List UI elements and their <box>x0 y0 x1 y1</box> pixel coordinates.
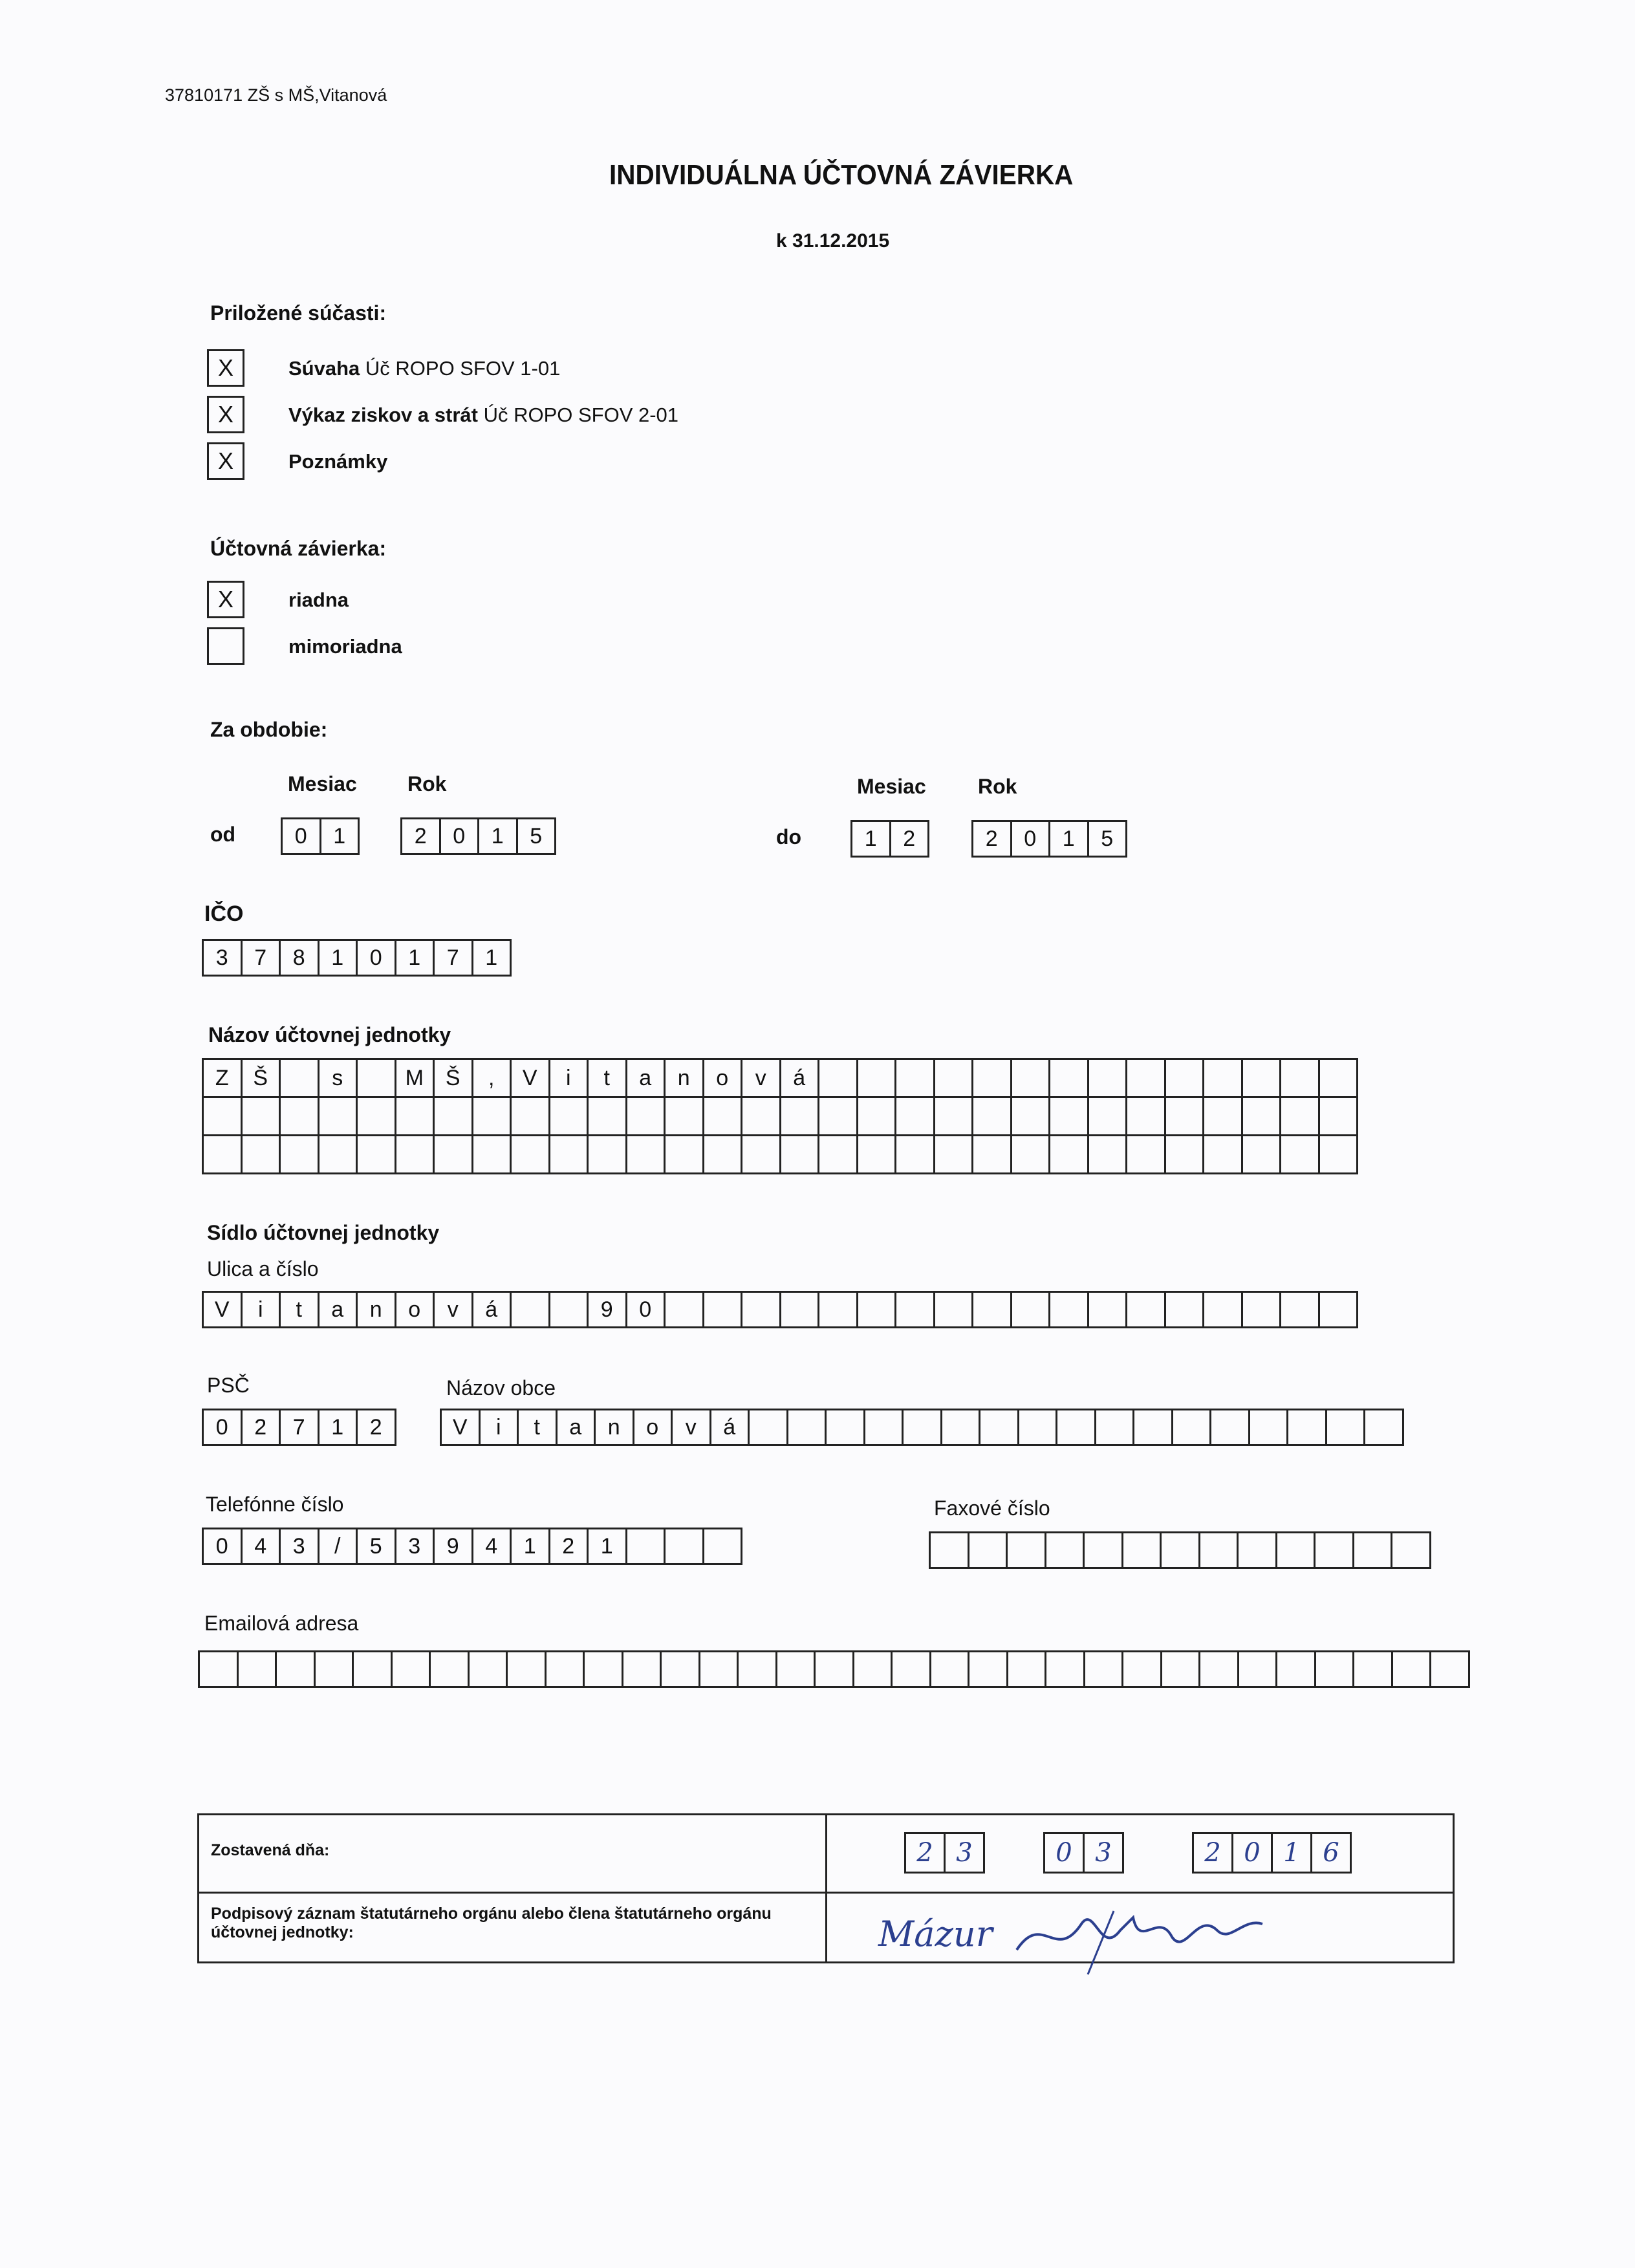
char-box[interactable]: 1 <box>471 939 512 977</box>
attachments-heading: Priložené súčasti: <box>210 301 387 325</box>
attachment-label <box>288 357 560 380</box>
char-box[interactable] <box>702 1291 743 1328</box>
char-box[interactable] <box>429 1650 470 1688</box>
char-box[interactable]: 0 <box>356 939 396 977</box>
char-box[interactable] <box>698 1650 739 1688</box>
char-box[interactable] <box>433 1096 473 1136</box>
char-box[interactable]: t <box>587 1058 627 1098</box>
char-box[interactable] <box>825 1409 865 1446</box>
compiled-year-field[interactable] <box>1192 1832 1350 1874</box>
char-box[interactable] <box>894 1291 935 1328</box>
char-box[interactable] <box>1010 1058 1051 1098</box>
attachment-checkbox[interactable]: X <box>207 442 244 480</box>
char-box[interactable] <box>279 1096 319 1136</box>
char-box[interactable] <box>625 1096 666 1136</box>
char-box[interactable] <box>1202 1291 1243 1328</box>
char-box[interactable] <box>894 1096 935 1136</box>
char-box[interactable] <box>971 1058 1012 1098</box>
date-digit-box[interactable]: 3 <box>1083 1832 1124 1874</box>
char-box[interactable] <box>1202 1134 1243 1174</box>
email-label: Emailová adresa <box>204 1612 359 1635</box>
char-box[interactable] <box>775 1650 816 1688</box>
char-box[interactable]: 9 <box>587 1291 627 1328</box>
char-box[interactable] <box>352 1650 393 1688</box>
char-box[interactable] <box>1325 1409 1366 1446</box>
char-box[interactable] <box>510 1134 550 1174</box>
char-box[interactable] <box>1279 1058 1320 1098</box>
compiled-day-field[interactable] <box>904 1832 983 1874</box>
date-digit-box[interactable]: 3 <box>944 1832 985 1874</box>
char-box[interactable] <box>1318 1096 1359 1136</box>
char-box[interactable]: 3 <box>202 939 243 977</box>
char-box[interactable]: , <box>471 1058 512 1098</box>
char-box[interactable] <box>1241 1291 1282 1328</box>
closing-type-label: riadna <box>288 589 349 611</box>
char-box[interactable] <box>702 1134 743 1174</box>
char-box[interactable] <box>1010 1134 1051 1174</box>
char-box[interactable]: 3 <box>279 1528 319 1565</box>
unit-name-row-2[interactable] <box>202 1096 1358 1136</box>
char-box[interactable]: 5 <box>356 1528 396 1565</box>
char-box[interactable] <box>318 1134 358 1174</box>
char-box[interactable] <box>971 1291 1012 1328</box>
char-box[interactable] <box>971 1096 1012 1136</box>
char-box[interactable]: 7 <box>241 939 281 977</box>
char-box[interactable]: 0 <box>202 1409 243 1446</box>
date-digit-box[interactable]: 0 <box>1043 1832 1085 1874</box>
to-year-label: Rok <box>978 775 1017 798</box>
date-digit-box[interactable]: 0 <box>1231 1832 1273 1874</box>
char-box[interactable]: i <box>548 1058 589 1098</box>
char-box[interactable]: / <box>318 1528 358 1565</box>
char-box[interactable] <box>664 1528 704 1565</box>
signature-scrawl <box>1004 1898 1275 1976</box>
char-box[interactable]: i <box>241 1291 281 1328</box>
char-box[interactable] <box>741 1096 781 1136</box>
char-box[interactable]: a <box>625 1058 666 1098</box>
char-box[interactable]: 7 <box>279 1409 319 1446</box>
char-box[interactable] <box>779 1096 820 1136</box>
char-box[interactable] <box>814 1650 854 1688</box>
char-box[interactable] <box>1241 1134 1282 1174</box>
char-box[interactable] <box>1363 1409 1404 1446</box>
char-box[interactable] <box>1352 1531 1393 1569</box>
char-box[interactable] <box>1164 1291 1205 1328</box>
char-box[interactable] <box>1391 1650 1432 1688</box>
char-box[interactable] <box>1010 1291 1051 1328</box>
compiled-date-label: Zostavená dňa: <box>211 1841 330 1859</box>
to-label: do <box>776 825 802 848</box>
closing-type-label: mimoriadna <box>288 635 402 658</box>
char-box[interactable] <box>817 1291 858 1328</box>
char-box[interactable] <box>279 1134 319 1174</box>
town-field[interactable] <box>440 1409 1404 1446</box>
closing-type-checkbox[interactable]: X <box>207 581 244 618</box>
char-box[interactable] <box>1048 1134 1089 1174</box>
char-box[interactable] <box>1352 1650 1393 1688</box>
char-box[interactable] <box>1248 1409 1289 1446</box>
date-digit-box[interactable]: 6 <box>1310 1832 1352 1874</box>
char-box[interactable] <box>971 1134 1012 1174</box>
char-box[interactable] <box>1083 1650 1124 1688</box>
char-box[interactable] <box>1279 1096 1320 1136</box>
char-box[interactable] <box>779 1134 820 1174</box>
char-box[interactable] <box>933 1291 974 1328</box>
char-box[interactable] <box>1318 1291 1359 1328</box>
char-box[interactable] <box>237 1650 277 1688</box>
char-box[interactable]: M <box>395 1058 435 1098</box>
char-box[interactable] <box>202 1096 243 1136</box>
char-box[interactable] <box>933 1096 974 1136</box>
char-box[interactable] <box>702 1528 743 1565</box>
char-box[interactable]: 1 <box>1048 820 1089 858</box>
char-box[interactable]: 1 <box>319 817 360 855</box>
char-box[interactable]: 1 <box>477 817 518 855</box>
compiled-box-divider-v <box>825 1815 827 1961</box>
char-box[interactable] <box>1045 1650 1085 1688</box>
char-box[interactable]: s <box>318 1058 358 1098</box>
from-label: od <box>210 823 236 846</box>
char-box[interactable] <box>1171 1409 1212 1446</box>
char-box[interactable] <box>548 1134 589 1174</box>
char-box[interactable] <box>1198 1531 1239 1569</box>
char-box[interactable] <box>202 1134 243 1174</box>
unit-name-row-1[interactable] <box>202 1058 1358 1098</box>
char-box[interactable]: v <box>671 1409 711 1446</box>
char-box[interactable] <box>856 1291 897 1328</box>
char-box[interactable]: 5 <box>1087 820 1128 858</box>
char-box[interactable] <box>1048 1291 1089 1328</box>
org-id-line: 37810171 ZŠ s MŠ,Vitanová <box>165 85 387 105</box>
seat-label: Sídlo účtovnej jednotky <box>207 1221 440 1244</box>
char-box[interactable]: 2 <box>889 820 930 858</box>
char-box[interactable] <box>664 1096 704 1136</box>
char-box[interactable] <box>318 1096 358 1136</box>
char-box[interactable] <box>891 1650 931 1688</box>
char-box[interactable]: a <box>318 1291 358 1328</box>
attachment-checkbox[interactable]: X <box>207 349 244 387</box>
char-box[interactable] <box>779 1291 820 1328</box>
char-box[interactable]: i <box>479 1409 519 1446</box>
to-month-field[interactable] <box>850 820 929 858</box>
char-box[interactable] <box>1237 1650 1278 1688</box>
char-box[interactable] <box>1209 1409 1250 1446</box>
char-box[interactable]: 0 <box>1010 820 1051 858</box>
char-box[interactable] <box>664 1291 704 1328</box>
char-box[interactable]: 1 <box>510 1528 550 1565</box>
char-box[interactable] <box>817 1096 858 1136</box>
char-box[interactable] <box>395 1096 435 1136</box>
signature-text: Mázur <box>878 1914 993 1954</box>
signature <box>878 1898 1275 1976</box>
char-box[interactable] <box>1087 1096 1128 1136</box>
char-box[interactable] <box>1164 1134 1205 1174</box>
char-box[interactable] <box>510 1291 550 1328</box>
char-box[interactable] <box>1087 1134 1128 1174</box>
char-box[interactable] <box>1083 1531 1123 1569</box>
char-box[interactable] <box>933 1134 974 1174</box>
char-box[interactable]: v <box>741 1058 781 1098</box>
phone-field[interactable] <box>202 1528 742 1565</box>
char-box[interactable]: 2 <box>241 1409 281 1446</box>
char-box[interactable]: o <box>633 1409 673 1446</box>
ico-field[interactable] <box>202 939 512 977</box>
char-box[interactable]: 0 <box>439 817 480 855</box>
char-box[interactable] <box>863 1409 904 1446</box>
char-box[interactable] <box>1198 1650 1239 1688</box>
char-box[interactable] <box>1094 1409 1135 1446</box>
char-box[interactable] <box>356 1058 396 1098</box>
char-box[interactable] <box>241 1134 281 1174</box>
char-box[interactable]: V <box>510 1058 550 1098</box>
char-box[interactable] <box>1279 1291 1320 1328</box>
char-box[interactable] <box>817 1134 858 1174</box>
char-box[interactable] <box>468 1650 508 1688</box>
char-box[interactable] <box>356 1134 396 1174</box>
char-box[interactable] <box>1010 1096 1051 1136</box>
char-box[interactable]: 1 <box>850 820 891 858</box>
char-box[interactable] <box>741 1134 781 1174</box>
ico-label: IČO <box>204 902 244 926</box>
char-box[interactable] <box>510 1096 550 1136</box>
fax-label: Faxové číslo <box>934 1496 1050 1520</box>
char-box[interactable] <box>894 1134 935 1174</box>
attachment-name: Výkaz ziskov a strát <box>288 404 478 426</box>
char-box[interactable]: 0 <box>202 1528 243 1565</box>
char-box[interactable]: 4 <box>241 1528 281 1565</box>
char-box[interactable]: 2 <box>400 817 441 855</box>
date-digit-box[interactable]: 2 <box>904 1832 946 1874</box>
char-box[interactable] <box>894 1058 935 1098</box>
char-box[interactable] <box>741 1291 781 1328</box>
char-box[interactable]: Š <box>241 1058 281 1098</box>
fax-field[interactable] <box>929 1531 1431 1569</box>
char-box[interactable] <box>737 1650 777 1688</box>
char-box[interactable] <box>471 1096 512 1136</box>
char-box[interactable] <box>933 1058 974 1098</box>
date-digit-box[interactable]: 1 <box>1271 1832 1312 1874</box>
street-field[interactable] <box>202 1291 1358 1328</box>
char-box[interactable]: 2 <box>971 820 1012 858</box>
attachment-form-code: Úč ROPO SFOV 2-01 <box>477 404 679 426</box>
to-year-field[interactable] <box>971 820 1127 858</box>
attachment-form-code: Úč ROPO SFOV 1-01 <box>360 357 561 380</box>
char-box[interactable]: 5 <box>516 817 557 855</box>
char-box[interactable] <box>1314 1650 1355 1688</box>
char-box[interactable] <box>1391 1531 1431 1569</box>
closing-heading: Účtovná závierka: <box>210 537 387 560</box>
char-box[interactable]: 0 <box>281 817 321 855</box>
email-field[interactable] <box>198 1650 1470 1688</box>
char-box[interactable]: 7 <box>433 939 473 977</box>
char-box[interactable] <box>1237 1531 1277 1569</box>
char-box[interactable]: 2 <box>356 1409 396 1446</box>
closing-type-checkbox[interactable] <box>207 627 244 665</box>
psc-field[interactable] <box>202 1409 396 1446</box>
char-box[interactable]: á <box>709 1409 750 1446</box>
unit-name-label: Názov účtovnej jednotky <box>208 1023 451 1046</box>
char-box[interactable] <box>1164 1096 1205 1136</box>
char-box[interactable] <box>1275 1531 1316 1569</box>
char-box[interactable] <box>395 1134 435 1174</box>
char-box[interactable] <box>433 1134 473 1174</box>
char-box[interactable] <box>1048 1096 1089 1136</box>
attachment-label <box>288 450 387 473</box>
unit-name-row-3[interactable] <box>202 1134 1358 1174</box>
from-month-label: Mesiac <box>288 772 357 795</box>
char-box[interactable]: a <box>556 1409 596 1446</box>
attachment-checkbox[interactable]: X <box>207 396 244 433</box>
char-box[interactable] <box>545 1650 585 1688</box>
char-box[interactable] <box>1006 1650 1047 1688</box>
char-box[interactable] <box>1121 1531 1162 1569</box>
char-box[interactable] <box>702 1096 743 1136</box>
char-box[interactable] <box>1160 1531 1200 1569</box>
char-box[interactable] <box>856 1096 897 1136</box>
char-box[interactable] <box>664 1134 704 1174</box>
char-box[interactable] <box>241 1096 281 1136</box>
char-box[interactable] <box>748 1409 788 1446</box>
compiled-box <box>197 1813 1455 1963</box>
town-label: Názov obce <box>446 1376 556 1399</box>
char-box[interactable] <box>1275 1650 1316 1688</box>
char-box[interactable] <box>968 1650 1008 1688</box>
char-box[interactable] <box>1125 1291 1166 1328</box>
char-box[interactable] <box>1125 1134 1166 1174</box>
char-box[interactable] <box>1279 1134 1320 1174</box>
char-box[interactable] <box>929 1531 969 1569</box>
char-box[interactable] <box>1045 1531 1085 1569</box>
char-box[interactable] <box>1125 1096 1166 1136</box>
attachment-name: Poznámky <box>288 450 388 473</box>
char-box[interactable]: v <box>433 1291 473 1328</box>
unit-name-grid[interactable] <box>202 1058 1358 1172</box>
char-box[interactable] <box>1241 1096 1282 1136</box>
char-box[interactable]: 1 <box>395 939 435 977</box>
char-box[interactable] <box>929 1650 970 1688</box>
phone-label: Telefónne číslo <box>206 1493 344 1516</box>
char-box[interactable] <box>1318 1058 1359 1098</box>
char-box[interactable] <box>198 1650 239 1688</box>
char-box[interactable]: 3 <box>395 1528 435 1565</box>
psc-label: PSČ <box>207 1374 250 1397</box>
char-box[interactable] <box>548 1291 589 1328</box>
char-box[interactable]: á <box>779 1058 820 1098</box>
char-box[interactable]: 9 <box>433 1528 473 1565</box>
char-box[interactable]: 1 <box>318 939 358 977</box>
date-digit-box[interactable]: 2 <box>1192 1832 1233 1874</box>
char-box[interactable] <box>1160 1650 1201 1688</box>
char-box[interactable] <box>786 1409 827 1446</box>
char-box[interactable] <box>1202 1058 1243 1098</box>
char-box[interactable] <box>979 1409 1019 1446</box>
char-box[interactable] <box>587 1134 627 1174</box>
char-box[interactable]: 1 <box>318 1409 358 1446</box>
char-box[interactable] <box>1164 1058 1205 1098</box>
char-box[interactable] <box>275 1650 316 1688</box>
char-box[interactable] <box>1087 1291 1128 1328</box>
char-box[interactable]: Š <box>433 1058 473 1098</box>
char-box[interactable] <box>625 1528 666 1565</box>
char-box[interactable] <box>1429 1650 1470 1688</box>
char-box[interactable] <box>471 1134 512 1174</box>
page-title: INDIVIDUÁLNA ÚČTOVNÁ ZÁVIERKA <box>609 159 1074 191</box>
char-box[interactable] <box>1241 1058 1282 1098</box>
char-box[interactable] <box>1286 1409 1327 1446</box>
from-year-field[interactable] <box>400 817 556 855</box>
to-month-label: Mesiac <box>857 775 926 798</box>
attachment-name: Súvaha <box>288 357 360 380</box>
char-box[interactable] <box>1202 1096 1243 1136</box>
char-box[interactable]: t <box>517 1409 558 1446</box>
char-box[interactable] <box>1125 1058 1166 1098</box>
char-box[interactable] <box>1048 1058 1089 1098</box>
attachment-label <box>288 404 678 427</box>
char-box[interactable] <box>902 1409 942 1446</box>
char-box[interactable]: n <box>594 1409 634 1446</box>
char-box[interactable] <box>587 1096 627 1136</box>
char-box[interactable]: 8 <box>279 939 319 977</box>
char-box[interactable] <box>622 1650 662 1688</box>
char-box[interactable]: n <box>664 1058 704 1098</box>
char-box[interactable]: Z <box>202 1058 243 1098</box>
char-box[interactable] <box>279 1058 319 1098</box>
char-box[interactable]: t <box>279 1291 319 1328</box>
street-label: Ulica a číslo <box>207 1257 319 1280</box>
char-box[interactable] <box>940 1409 981 1446</box>
char-box[interactable] <box>625 1134 666 1174</box>
from-month-field[interactable] <box>281 817 360 855</box>
statement-date: k 31.12.2015 <box>776 230 890 252</box>
char-box[interactable] <box>583 1650 623 1688</box>
char-box[interactable] <box>506 1650 547 1688</box>
char-box[interactable]: 4 <box>471 1528 512 1565</box>
char-box[interactable]: 0 <box>625 1291 666 1328</box>
char-box[interactable] <box>968 1531 1008 1569</box>
char-box[interactable] <box>660 1650 700 1688</box>
char-box[interactable]: á <box>471 1291 512 1328</box>
char-box[interactable] <box>1318 1134 1359 1174</box>
from-year-label: Rok <box>407 772 447 795</box>
char-box[interactable] <box>548 1096 589 1136</box>
char-box[interactable] <box>391 1650 431 1688</box>
char-box[interactable] <box>356 1096 396 1136</box>
char-box[interactable] <box>856 1134 897 1174</box>
char-box[interactable]: o <box>702 1058 743 1098</box>
char-box[interactable] <box>1314 1531 1354 1569</box>
char-box[interactable]: V <box>202 1291 243 1328</box>
char-box[interactable] <box>1017 1409 1058 1446</box>
char-box[interactable] <box>1132 1409 1173 1446</box>
char-box[interactable]: o <box>395 1291 435 1328</box>
char-box[interactable] <box>856 1058 897 1098</box>
period-heading: Za obdobie: <box>210 718 328 741</box>
char-box[interactable] <box>1087 1058 1128 1098</box>
char-box[interactable]: V <box>440 1409 481 1446</box>
compiled-month-field[interactable] <box>1043 1832 1122 1874</box>
char-box[interactable]: 1 <box>587 1528 627 1565</box>
char-box[interactable] <box>1006 1531 1046 1569</box>
char-box[interactable] <box>817 1058 858 1098</box>
char-box[interactable] <box>1056 1409 1096 1446</box>
char-box[interactable]: n <box>356 1291 396 1328</box>
signature-label: Podpisový záznam štatutárneho orgánu alebo člena štatutárneho orgánu účtovnej jednotky: <box>211 1905 772 1941</box>
char-box[interactable]: 2 <box>548 1528 589 1565</box>
char-box[interactable] <box>852 1650 893 1688</box>
char-box[interactable] <box>1121 1650 1162 1688</box>
char-box[interactable] <box>314 1650 354 1688</box>
